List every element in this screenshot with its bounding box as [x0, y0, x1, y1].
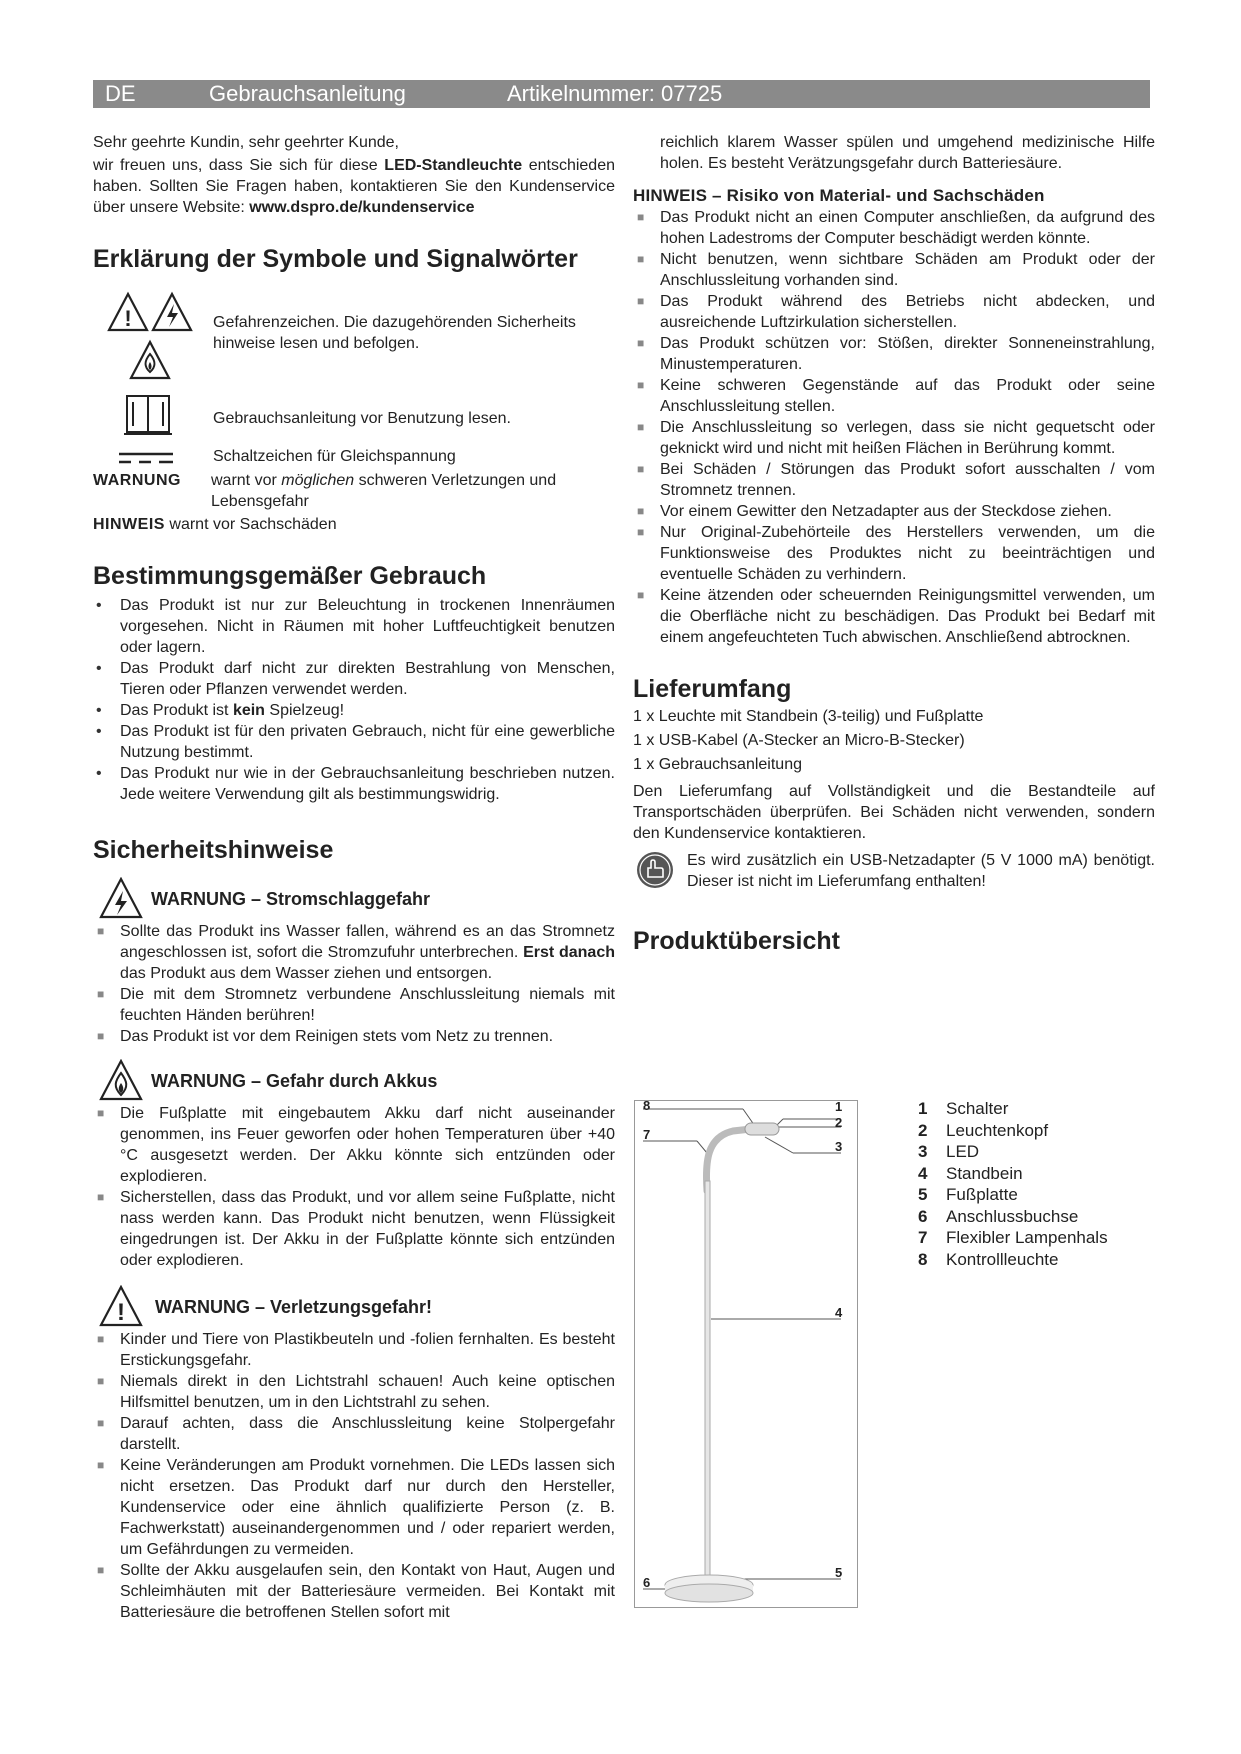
svg-text:!: !	[117, 1299, 125, 1326]
dc-symbol-text: Schaltzeichen für Gleichspannung	[213, 448, 456, 465]
symbols-heading: Erklärung der Symbole und Signalwörter	[93, 245, 578, 273]
list-item: ■ Das Produkt während des Betriebs nicht abdecken, und ausreichende Luftzirkulation sicherstellen.	[637, 293, 1155, 331]
hinweis-list	[633, 207, 1155, 648]
list-item: ■ Das Produkt schützen vor: Stößen, direkter Sonneneinstrahlung, Minustemperaturen.	[637, 335, 1155, 373]
document-title: Gebrauchsanleitung	[209, 81, 406, 106]
warning-electric-heading: WARNUNG – Stromschlaggefahr	[93, 877, 615, 921]
article-number: Artikelnummer: 07725	[507, 81, 723, 106]
list-item: ■ Keine schweren Gegenstände auf das Produkt oder seine Anschlussleitung stellen.	[637, 377, 1155, 415]
scope-item: 1 x Gebrauchsanleitung	[633, 756, 802, 773]
intro-paragraph: wir freuen uns, dass Sie sich für diese LED-Standleuchte entschieden haben. Sollten Sie Fragen haben, kontaktieren Sie den Kundenservice über unsere Website: www.dspro.de/kundenservice	[93, 157, 616, 216]
scope-heading: Lieferumfang	[633, 675, 792, 703]
list-item: 5 Fußplatte	[918, 1185, 1018, 1204]
list-item: ■ Kinder und Tiere von Plastikbeuteln und -folien fernhalten. Es besteht Erstickungsgefahr.	[97, 1331, 615, 1369]
language-code: DE	[105, 81, 136, 106]
list-item: 8 Kontrollleuchte	[918, 1249, 1059, 1269]
manual-symbol-text: Gebrauchsanleitung vor Benutzung lesen.	[213, 410, 511, 427]
safety-heading: Sicherheitshinweise	[93, 836, 334, 864]
callout-3: 3	[835, 1139, 843, 1154]
list-item: ■ Vor einem Gewitter den Netzadapter aus der Steckdose ziehen.	[637, 503, 1112, 520]
scope-item: 1 x USB-Kabel (A-Stecker an Micro-B-Stecker)	[633, 732, 965, 749]
callout-2: 2	[835, 1115, 843, 1130]
header-bar	[93, 80, 1150, 108]
callout-1: 1	[835, 1099, 843, 1114]
list-item: 4 Standbein	[918, 1163, 1023, 1183]
list-item: ■ Keine ätzenden oder scheuernden Reinigungsmittel verwenden, um die Oberfläche nicht zu beschädigen. Das Produkt bei Bedarf mit einem angefeuchteten Tuch abwischen. Anschließend abtrocknen.	[637, 587, 1155, 646]
hinweis-definition: HINWEIS warnt vor Sachschäden	[93, 516, 337, 533]
greeting: Sehr geehrte Kundin, sehr geehrter Kunde,	[93, 134, 399, 151]
dc-symbol-row	[93, 446, 615, 470]
list-item: ■ Darauf achten, dass die Anschlussleitung keine Stolpergefahr darstellt.	[97, 1415, 615, 1453]
scope-paragraph: Den Lieferumfang auf Vollständigkeit und die Bestandteile auf Transportschäden überprüfen. Bei Schäden nicht verwenden, sondern den Kundenservice kontaktieren.	[633, 783, 1155, 842]
battery-warning-list	[93, 1103, 615, 1271]
adapter-note	[633, 850, 1155, 896]
product-diagram	[634, 1100, 858, 1608]
electric-warning-list	[93, 921, 615, 1047]
electric-warning-icon	[99, 877, 143, 919]
warnung-label: WARNUNG	[93, 472, 181, 489]
parts-legend	[918, 1098, 1108, 1270]
warnung-text: warnt vor möglichen schweren Verletzungen und Lebensgefahr	[211, 472, 557, 510]
list-item: ■ Sollte der Akku ausgelaufen sein, den Kontakt von Haut, Augen und Schleimhäuten mit der Batteriesäure vermeiden. Bei Kontakt mit Batteriesäure die betroffenen Stellen sofort mit	[97, 1562, 615, 1621]
callout-7: 7	[643, 1127, 651, 1142]
usage-heading: Bestimmungsgemäßer Gebrauch	[93, 562, 487, 590]
callout-5: 5	[835, 1565, 843, 1580]
warning-battery-heading: WARNUNG – Gefahr durch Akkus	[93, 1059, 615, 1103]
scope-item: 1 x Leuchte mit Standbein (3-teilig) und Fußplatte	[633, 708, 984, 725]
read-manual-icon	[123, 392, 173, 436]
svg-text:!: !	[124, 306, 132, 331]
list-item: 7 Flexibler Lampenhals	[918, 1228, 1108, 1247]
manual-symbol-row	[93, 392, 615, 442]
list-item: ■ Das Produkt nicht an einen Computer anschließen, da aufgrund des hohen Ladestroms der Computer beschädigt werden könnte.	[637, 209, 1155, 247]
service-url: www.dspro.de/kundenservice	[249, 199, 475, 216]
warnung-definition	[93, 470, 615, 514]
list-item: ■ Niemals direkt in den Lichtstrahl schauen! Auch keine optischen Hilfsmittel benutzen, um in den Lichtstrahl zu sehen.	[97, 1373, 615, 1411]
injury-warning-list	[93, 1329, 615, 1623]
fire-warning-icon	[99, 1059, 143, 1101]
right-column	[633, 132, 1155, 956]
list-item: • Das Produkt ist für den privaten Gebrauch, nicht für eine gewerbliche Nutzung bestimmt.	[96, 723, 615, 761]
hinweis-heading: HINWEIS – Risiko von Material- und Sachschäden	[633, 186, 1045, 205]
callout-4: 4	[835, 1305, 843, 1320]
list-item: ■ Nur Original-Zubehörteile des Herstellers verwenden, um die Funktionsweise des Produktes nicht zu beeinträchtigen und eventuelle Schäden zu verhindern.	[637, 524, 1155, 583]
hinweis-label: HINWEIS	[93, 516, 165, 533]
product-name: LED-Standleuchte	[384, 157, 523, 174]
list-item: • Das Produkt nur wie in der Gebrauchsanleitung beschrieben nutzen. Jede weitere Verwendung gilt als bestimmungswidrig.	[96, 765, 615, 803]
list-item: ■ Nicht benutzen, wenn sichtbare Schäden am Produkt oder der Anschlussleitung vorhanden sind.	[637, 251, 1155, 289]
hand-info-icon	[635, 850, 675, 890]
danger-symbols-row	[93, 286, 615, 390]
list-item: • Das Produkt darf nicht zur direkten Bestrahlung von Menschen, Tieren oder Pflanzen verwendet werden.	[96, 660, 615, 698]
list-item: ■ Sicherstellen, dass das Produkt, und vor allem seine Fußplatte, nicht nass werden kann. Das Produkt nicht benutzen, wenn Flüssigkeit eingedrungen ist. Der Akku in der Fußplatte könnte sich entzünden oder explodieren.	[97, 1189, 615, 1269]
list-item: 3 LED	[918, 1142, 980, 1161]
danger-symbol-text: Gefahrenzeichen. Die dazugehörenden Sicherheits hinweise lesen und befolgen.	[213, 314, 576, 352]
list-item: ■ Sollte das Produkt ins Wasser fallen, während es an das Stromnetz angeschlossen ist, sofort die Stromzufuhr unterbrechen. Erst danach das Produkt aus dem Wasser ziehen und entsorgen.	[97, 923, 615, 982]
list-item: ■ Die mit dem Stromnetz verbundene Anschlussleitung niemals mit feuchten Händen berühren!	[97, 986, 615, 1024]
list-item: ■ Keine Veränderungen am Produkt vornehmen. Die LEDs lassen sich nicht ersetzen. Das Produkt darf nur durch den Hersteller, Kundenservice oder eine ähnlich qualifizierte Person (z. B. Fachwerkstatt) auseinandergenommen und / oder repariert werden, um Gefährdungen zu vermeiden.	[97, 1457, 615, 1558]
list-item: • Das Produkt ist nur zur Beleuchtung in trockenen Innenräumen vorgesehen. Nicht in Räumen mit hoher Luftfeuchtigkeit benutzen oder lagern.	[96, 597, 615, 656]
callout-6: 6	[643, 1575, 651, 1590]
overview-heading: Produktübersicht	[633, 927, 840, 955]
callout-8: 8	[643, 1098, 651, 1113]
list-item: 2 Leuchtenkopf	[918, 1120, 1049, 1140]
usage-list	[93, 595, 615, 805]
warning-triangle-icons	[107, 290, 197, 382]
warning-injury-heading: ! WARNUNG – Verletzungsgefahr!	[93, 1285, 615, 1329]
direct-current-icon	[117, 450, 175, 466]
left-column	[93, 132, 615, 1623]
list-item: 1 Schalter	[918, 1099, 1009, 1118]
list-item: ■ Die Anschlussleitung so verlegen, dass sie nicht gequetscht oder geknickt wird und nicht mit heißen Flächen in Berührung kommt.	[637, 419, 1155, 457]
list-item: ■ Bei Schäden / Störungen das Produkt sofort ausschalten / vom Stromnetz trennen.	[637, 461, 1155, 499]
lamp-illustration	[635, 1101, 857, 1607]
list-item: 6 Anschlussbuchse	[918, 1206, 1079, 1226]
list-item: ■ Die Fußplatte mit eingebautem Akku darf nicht auseinander genommen, ins Feuer geworfen oder hohen Temperaturen über +40 °C ausgesetzt werden. Der Akku könnte sich entzünden oder explodieren.	[97, 1105, 615, 1185]
general-warning-icon	[99, 1285, 143, 1327]
continued-text: reichlich klarem Wasser spülen und umgehend medizinische Hilfe holen. Es besteht Verätzungsgefahr durch Batteriesäure.	[660, 134, 1155, 172]
list-item: • Das Produkt ist kein Spielzeug!	[96, 702, 345, 719]
adapter-note-text: Es wird zusätzlich ein USB-Netzadapter (5 V 1000 mA) benötigt. Dieser ist nicht im Lieferumfang enthalten!	[687, 852, 1155, 890]
list-item: ■ Das Produkt ist vor dem Reinigen stets vom Netz zu trennen.	[97, 1028, 554, 1045]
